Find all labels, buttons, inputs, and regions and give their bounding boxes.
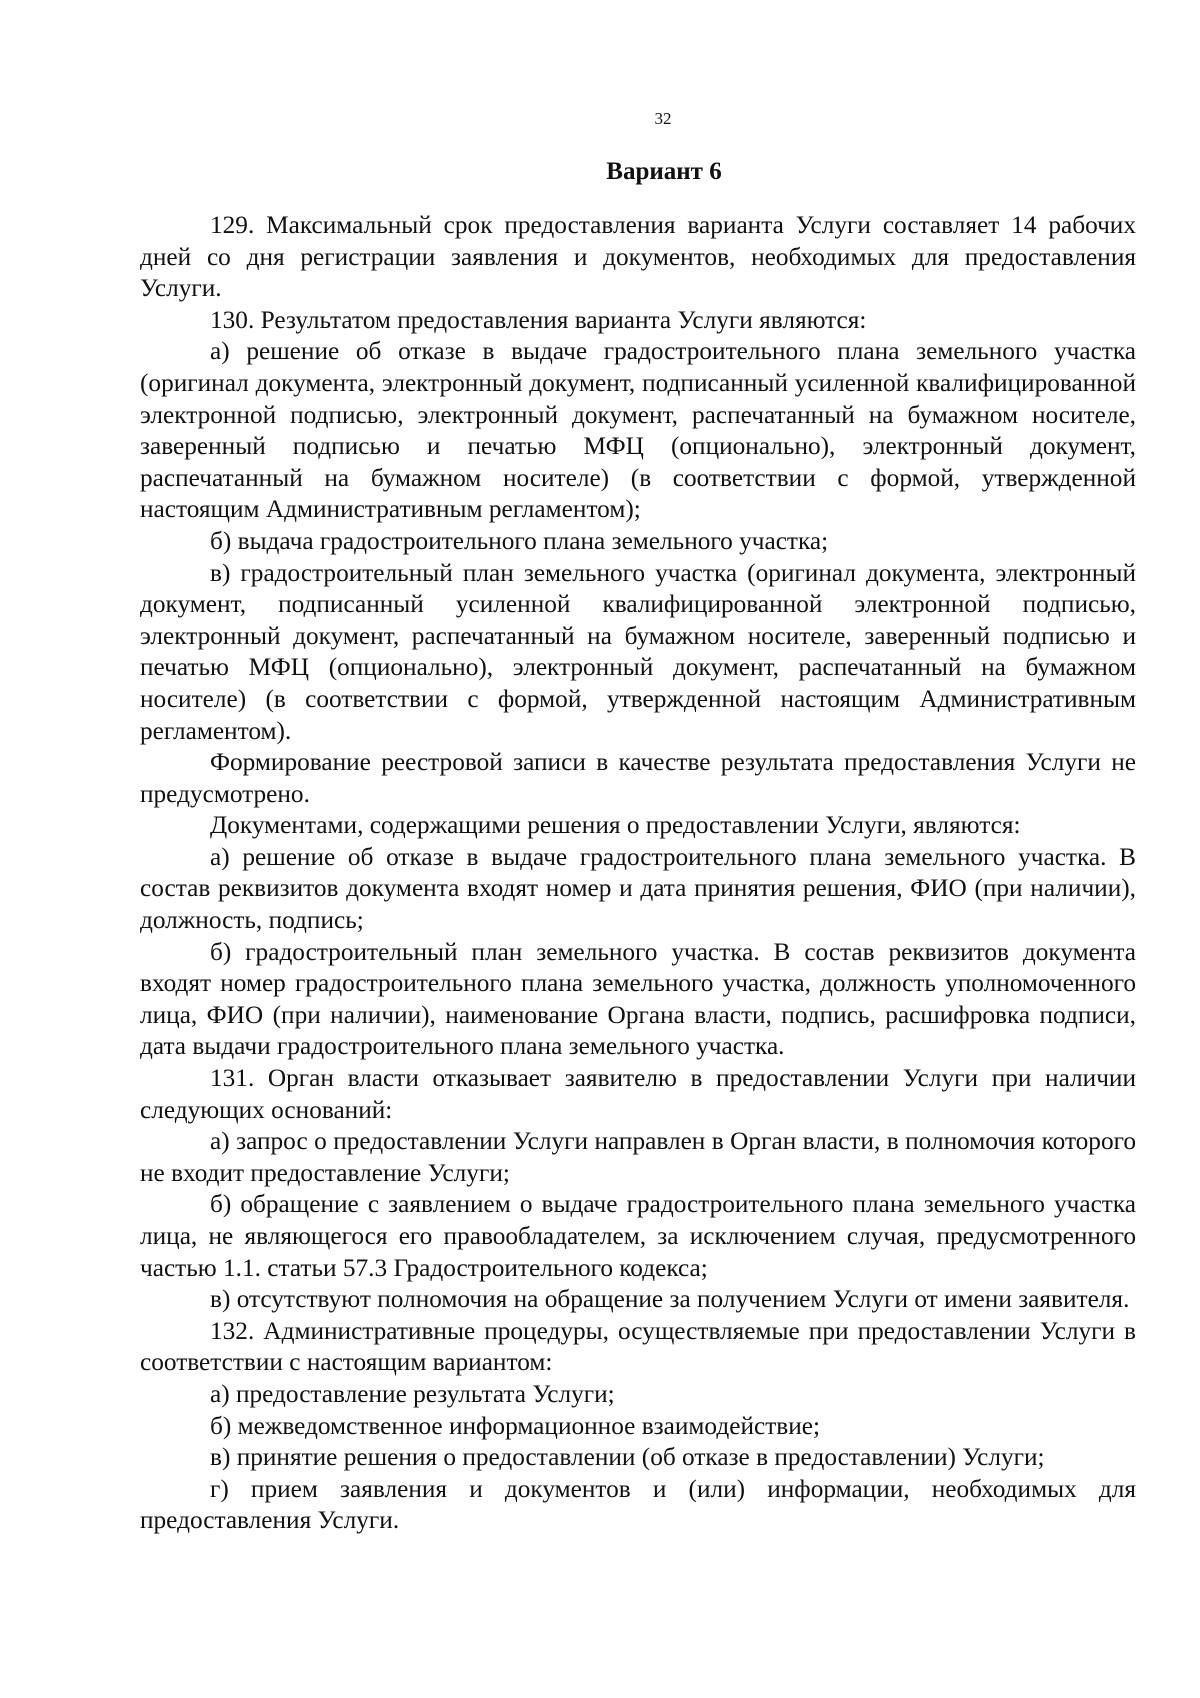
paragraph-130-b: б) выдача градостроительного плана земельного участка; — [210, 526, 829, 555]
paragraph-decision-documents-a: а) решение об отказе в выдаче градостроительного плана земельного участка. В состав реквизитов документа входят номер и дата принятия решения, ФИО (при наличии), должность, подпись; — [140, 842, 1136, 935]
paragraph-decision-documents: Документами, содержащими решения о предоставлении Услуги, являются: — [210, 811, 1021, 840]
paragraph-129: 129. Максимальный срок предоставления варианта Услуги составляет 14 рабочих дней со дня регистрации заявления и документов, необходимых для предоставления Услуги. — [140, 211, 1136, 303]
paragraph-131-b: б) обращение с заявлением о выдаче градостроительного плана земельного участка лица, не являющегося его правообладателем, за исключением случая, предусмотренного частью 1.1. статьи 57.3 Градостроительного кодекса; — [140, 1190, 1136, 1282]
section-title: Вариант 6 — [606, 158, 722, 185]
document-page — [140, 108, 1136, 1537]
paragraph-131: 131. Орган власти отказывает заявителю в предоставлении Услуги при наличии следующих оснований: — [140, 1064, 1136, 1124]
paragraph-132-a: а) предоставление результата Услуги; — [210, 1379, 615, 1408]
paragraph-131-a: а) запрос о предоставлении Услуги направлен в Орган власти, в полномочия которого не входит предоставление Услуги; — [140, 1127, 1136, 1187]
paragraph-decision-documents-b: б) градостроительный план земельного участка. В состав реквизитов документа входят номер градостроительного плана земельного участка, должность уполномоченного лица, ФИО (при наличии), наименование Органа власти, подпись, расшифровка подписи, дата выдачи градостроительного плана земельного участка. — [140, 937, 1136, 1061]
paragraph-132-v: в) принятие решения о предоставлении (об отказе в предоставлении) Услуги; — [210, 1443, 1045, 1472]
page-number: 32 — [654, 109, 672, 128]
paragraph-130: 130. Результатом предоставления варианта Услуги являются: — [210, 305, 867, 334]
paragraph-131-v: в) отсутствуют полномочия на обращение за получением Услуги от имени заявителя. — [210, 1285, 1130, 1314]
paragraph-registry-record: Формирование реестровой записи в качестве результата предоставления Услуги не предусмотрено. — [140, 748, 1136, 808]
paragraph-132-g: г) прием заявления и документов и (или) информации, необходимых для предоставления Услуги. — [140, 1474, 1136, 1535]
paragraph-132-b: б) межведомственное информационное взаимодействие; — [210, 1411, 821, 1440]
paragraph-130-a: а) решение об отказе в выдаче градостроительного плана земельного участка (оригинал документа, электронный документ, подписанный усиленной квалифицированной электронной подписью, электронный документ, распечатанный на бумажном носителе, заверенный подписью и печатью МФЦ (опционально), электронный документ, распечатанный на бумажном носителе) (в соответствии с формой, утвержденной настоящим Административным регламентом); — [140, 337, 1136, 524]
paragraph-132: 132. Административные процедуры, осуществляемые при предоставлении Услуги в соответствии с настоящим вариантом: — [140, 1316, 1136, 1377]
paragraph-130-v: в) градостроительный план земельного участка (оригинал документа, электронный документ, подписанный усиленной квалифицированной электронной подписью, электронный документ, распечатанный на бумажном носителе, заверенный подписью и печатью МФЦ (опционально), электронный документ, распечатанный на бумажном носителе) (в соответствии с формой, утвержденной настоящим Административным регламентом). — [140, 558, 1136, 745]
